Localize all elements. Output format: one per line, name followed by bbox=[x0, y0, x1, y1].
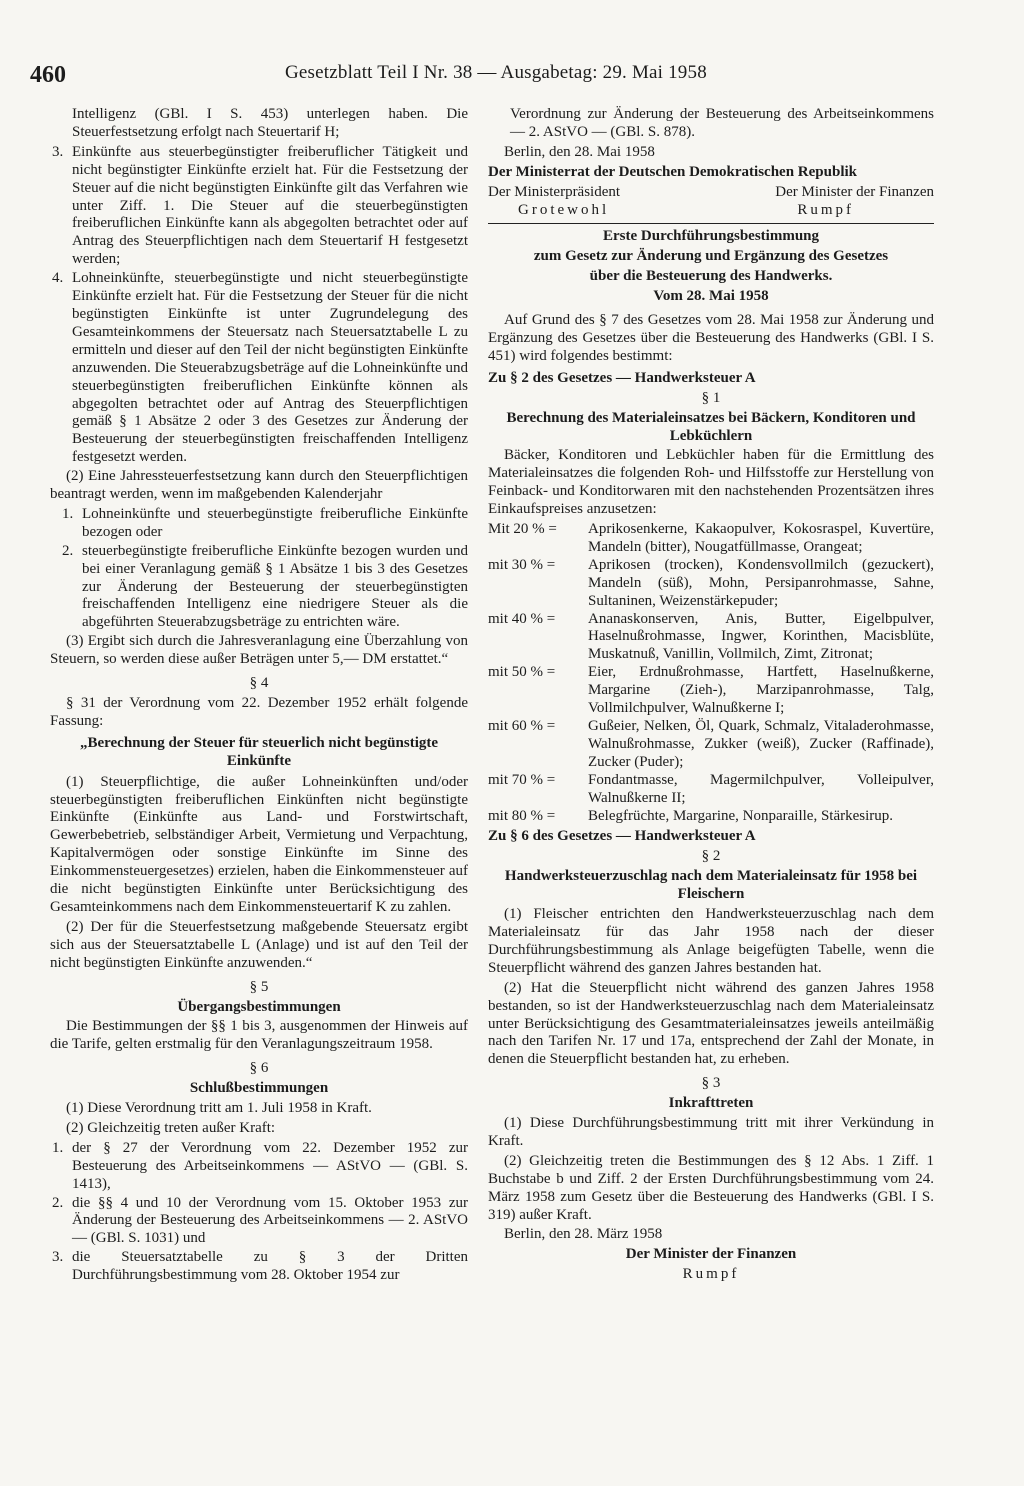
paragraph: Die Bestimmungen der §§ 1 bis 3, ausgenommen der Hinweis auf die Tarife, gelten erstmalig für den Veranlagungszeitraum 1958. bbox=[50, 1018, 468, 1053]
rate-row bbox=[488, 521, 934, 557]
item-text: Einkünfte aus steuerbegünstigter freiberuflicher Tätigkeit und nicht begünstigter Einkünfte erzielt hat. Für die Festsetzung der Steuer auf die nicht begünstigten Einkünfte gilt das Verfahren wie unter Ziff. 1. Die Steuer auf die steuerbegünstigten freiberuflichen Einkünfte kann als abgegolten betrachtet oder auf Antrag des Steuerpflichtigen nach dem Steuertarif H festgesetzt werden; bbox=[72, 143, 468, 268]
paragraph: (2) Eine Jahressteuerfestsetzung kann durch den Steuerpflichtigen beantragt werden, wenn im maßgebenden Kalenderjahr bbox=[50, 468, 468, 503]
rate-label: Mit 20 % = bbox=[488, 521, 557, 538]
subheading: Zu § 2 des Gesetzes — Handwerksteuer A bbox=[488, 369, 756, 386]
paragraph: (1) Diese Verordnung tritt am 1. Juli 1958 in Kraft. bbox=[66, 1100, 372, 1117]
section-heading: § 4 bbox=[249, 675, 269, 692]
rate-label: mit 70 % = bbox=[488, 771, 556, 788]
rate-items: Eier, Erdnußrohmasse, Hartfett, Haselnußkerne, Margarine (Zieh-), Marzipanrohmasse, Talg, Vollmilchpulver, Walnußkerne I; bbox=[588, 664, 934, 717]
paragraph: (2) Hat die Steuerpflicht nicht während des ganzen Jahres 1958 bestanden, so ist der Handwerksteuerzuschlag nach dem Materialeinsatz unter Berücksichtigung des Gesamtmaterialeinsatzes jeweils anteilmäßig nach den Tarifen Nr. 17 und 17a, entsprechend der Zahl der Monate, in denen die Steuerpflicht bestanden hat, zu erheben. bbox=[488, 979, 934, 1068]
issuer: Der Ministerrat der Deutschen Demokratischen Republik bbox=[488, 163, 857, 180]
document-title-line: zum Gesetz zur Änderung und Ergänzung des Gesetzes bbox=[533, 248, 889, 265]
paragraph: (2) Der für die Steuerfestsetzung maßgebende Steuersatz ergibt sich aus der Steuersatztabelle L (Anlage) und ist auf den Teil der nicht begünstigten Einkünfte anzuwenden.“ bbox=[50, 918, 468, 971]
item-number: 3. bbox=[52, 143, 64, 160]
section-title: „Berechnung der Steuer für steuerlich nicht begünstigte Einkünfte bbox=[79, 734, 439, 769]
signature-names bbox=[488, 202, 934, 220]
rate-items: Belegfrüchte, Margarine, Nonparaille, Stärkesirup. bbox=[588, 807, 894, 824]
list-item bbox=[50, 144, 468, 269]
rate-label: mit 30 % = bbox=[488, 556, 556, 573]
signature-name-right: Rumpf bbox=[797, 201, 854, 218]
section-title: Inkrafttreten bbox=[668, 1095, 754, 1112]
list-item bbox=[50, 543, 468, 633]
rate-label: mit 50 % = bbox=[488, 664, 556, 681]
item-text: Lohneinkünfte, steuerbegünstigte und nicht steuerbegünstigte Einkünfte erzielt hat. Für die Festsetzung der Steuer für die nicht begünstigten Einkünfte ist unter Zugrundelegung des Gesamteinkommens der Steuersatz nach Steuersatztabelle L zu ermitteln und dieser auf den Teil der nicht begünstigten Einkünfte anzuwenden. Die Steuerabzugsbeträge auf die Lohneinkünfte und steuerbegünstigten freiberuflichen Einkünfte können als abgegolten betrachtet oder auf Antrag des Steuerpflichtigen gemäß § 1 Absätze 2 oder 3 des Gesetzes zur Änderung der Besteuerung der steuerbegünstigten freischaffenden Intelligenz festgesetzt werden. bbox=[72, 270, 468, 466]
rate-items: Gußeier, Nelken, Öl, Quark, Schmalz, Vitaladerohmasse, Walnußrohmasse, Zukker (weiß), Zucker (Raffinade), Zucker (Puder); bbox=[588, 718, 934, 770]
rate-items: Aprikosenkerne, Kakaopulver, Kokosraspel, Kuvertüre, Mandeln (bitter), Nougatfüllmasse, Orangeat; bbox=[588, 521, 934, 555]
paragraph: (1) Diese Durchführungsbestimmung tritt mit ihrer Verkündung in Kraft. bbox=[488, 1115, 934, 1149]
list-item bbox=[50, 506, 468, 542]
rate-label: mit 80 % = bbox=[488, 807, 556, 824]
rate-items: Ananaskonserven, Anis, Butter, Eigelbpulver, Haselnußrohmasse, Ingwer, Korinthen, Macisblüte, Muskatnuß, Vanillin, Vollmilch, Zimt, Zitronat; bbox=[588, 610, 934, 663]
signatory-name: Rumpf bbox=[682, 1266, 740, 1283]
item-number: 4. bbox=[52, 270, 64, 287]
rate-row bbox=[488, 772, 934, 808]
item-text: Lohneinkünfte und steuerbegünstigte freiberufliche Einkünfte bezogen oder bbox=[82, 505, 468, 540]
item-text: die Steuersatztabelle zu § 3 der Dritten Durchführungsbestimmung vom 28. Oktober 1954 zur bbox=[72, 1249, 468, 1284]
paragraph: (2) Gleichzeitig treten die Bestimmungen des § 12 Abs. 1 Ziff. 1 Buchstabe b und Ziff. 2 der Ersten Durchführungsbestimmung vom 24. März 1958 zum Gesetz über die Besteuerung des Handwerks (GBl. I S. 319) außer Kraft. bbox=[488, 1152, 934, 1223]
paragraph: Auf Grund des § 7 des Gesetzes vom 28. Mai 1958 zur Änderung und Ergänzung des Gesetzes über die Besteuerung des Handwerks (GBl. I S. 451) wird folgendes bestimmt: bbox=[488, 312, 934, 364]
paragraph: § 31 der Verordnung vom 22. Dezember 1952 erhält folgende Fassung: bbox=[50, 695, 468, 729]
subheading: Zu § 6 des Gesetzes — Handwerksteuer A bbox=[488, 828, 756, 845]
page-header bbox=[30, 58, 944, 92]
section-heading: § 2 bbox=[701, 848, 721, 865]
rate-items: Aprikosen (trocken), Kondensvollmilch (gezuckert), Mandeln (süß), Mohn, Persipanrohmasse, Sahne, Sultaninen, Weizenstärkepuder; bbox=[588, 556, 934, 609]
paragraph: (2) Gleichzeitig treten außer Kraft: bbox=[66, 1119, 276, 1136]
rate-row bbox=[488, 718, 934, 772]
document-title-line: über die Besteuerung des Handwerks. bbox=[589, 268, 833, 285]
rate-label: mit 40 % = bbox=[488, 610, 556, 627]
section-title: Übergangsbestimmungen bbox=[177, 998, 341, 1015]
list-item bbox=[50, 1195, 468, 1249]
item-number: 2. bbox=[52, 1194, 64, 1211]
signature-title-right: Der Minister der Finanzen bbox=[775, 183, 934, 200]
running-head: Gesetzblatt Teil I Nr. 38 — Ausgabetag: 29. Mai 1958 bbox=[285, 62, 707, 83]
divider bbox=[488, 223, 934, 224]
signature-name-left: Grotewohl bbox=[518, 201, 610, 218]
section-title: Handwerksteuerzuschlag nach dem Materialeinsatz für 1958 bei Fleischern bbox=[504, 868, 918, 903]
item-text: der § 27 der Verordnung vom 22. Dezember 1952 zur Besteuerung des Arbeitseinkommens — AStVO — (GBl. S. 1413), bbox=[72, 1139, 468, 1192]
page-number: 460 bbox=[30, 62, 66, 88]
section-title: Berechnung des Materialeinsatzes bei Bäckern, Konditoren und Lebküchlern bbox=[506, 409, 916, 444]
list-item bbox=[50, 1140, 468, 1194]
paragraph: (1) Fleischer entrichten den Handwerksteuerzuschlag nach dem Materialeinsatz für das Jahr 1958 nach der dieser Durchführungsbestimmung als Anlage beigefügten Tabelle, wenn die Steuerpflicht während des ganzen Jahres bestanden hat. bbox=[488, 906, 934, 976]
document-title-line: Erste Durchführungsbestimmung bbox=[603, 228, 819, 245]
paragraph: Intelligenz (GBl. I S. 453) unterlegen haben. Die Steuerfestsetzung erfolgt nach Steuertarif H; bbox=[72, 106, 468, 140]
item-text: steuerbegünstigte freiberufliche Einkünfte bezogen wurden und bei einer Veranlagung gemäß § 1 Absätze 1 bis 3 des Gesetzes zur Änderung der Besteuerung der steuerbegünstigten freischaffenden Intelligenz eine niedrigere Steuer als die abgeführten Steuerabzugsbeträge zu entrichten wäre. bbox=[82, 542, 468, 631]
rate-row bbox=[488, 664, 934, 718]
date-line: Berlin, den 28. Mai 1958 bbox=[504, 143, 655, 160]
item-text: die §§ 4 und 10 der Verordnung vom 15. Oktober 1953 zur Änderung der Besteuerung des Arbeitseinkommens — 2. AStVO — (GBl. S. 1031) und bbox=[72, 1194, 468, 1247]
rate-label: mit 60 % = bbox=[488, 718, 556, 734]
rate-row bbox=[488, 557, 934, 611]
rate-row bbox=[488, 611, 934, 665]
item-number: 1. bbox=[62, 505, 74, 522]
list-item bbox=[50, 1249, 468, 1285]
paragraph: (3) Ergibt sich durch die Jahresveranlagung eine Überzahlung von Steuern, so werden diese außer Beträgen unter 5,— DM erstattet.“ bbox=[50, 633, 468, 668]
rate-items: Fondantmasse, Magermilchpulver, Volleipulver, Walnußkerne II; bbox=[588, 771, 934, 806]
rate-row bbox=[488, 808, 934, 826]
document-date: Vom 28. Mai 1958 bbox=[653, 288, 769, 305]
section-heading: § 6 bbox=[249, 1060, 269, 1077]
signature-titles bbox=[488, 184, 934, 202]
item-number: 3. bbox=[52, 1249, 64, 1266]
signatory-title: Der Minister der Finanzen bbox=[625, 1246, 797, 1263]
signature-title-left: Der Ministerpräsident bbox=[488, 183, 621, 200]
section-heading: § 1 bbox=[701, 389, 721, 406]
date-line: Berlin, den 28. März 1958 bbox=[504, 1226, 663, 1243]
paragraph: Verordnung zur Änderung der Besteuerung des Arbeitseinkommens — 2. AStVO — (GBl. S. 878). bbox=[510, 106, 934, 140]
section-heading: § 5 bbox=[249, 978, 269, 995]
section-heading: § 3 bbox=[701, 1075, 721, 1092]
section-title: Schlußbestimmungen bbox=[189, 1080, 329, 1097]
item-number: 2. bbox=[62, 542, 74, 559]
left-column bbox=[50, 106, 468, 1286]
item-number: 1. bbox=[52, 1139, 64, 1156]
rates-list bbox=[488, 521, 934, 825]
right-column bbox=[488, 106, 934, 1286]
paragraph: Bäcker, Konditoren und Lebküchler haben für die Ermittlung des Materialeinsatzes die folgenden Roh- und Hilfsstoffe zur Herstellung von Feinback- und Konditorwaren mit den nachstehenden Prozentsätzen ihres Einkaufspreises anzusetzen: bbox=[488, 447, 934, 518]
list-item bbox=[50, 270, 468, 467]
paragraph: (1) Steuerpflichtige, die außer Lohneinkünften und/oder steuerbegünstigten freiberuflichen Einkünften nicht begünstigte Einkünfte (Einkünfte aus Land- und Forstwirtschaft, Gewerbebetrieb, selbständiger Arbeit, Vermietung und Verpachtung, Kapitalvermögen oder sonstige Einkünfte im Sinne des Einkommensteuergesetzes) erzielen, haben die Einkommensteuer auf die nicht begünstigten Einkünfte unter Berücksichtigung des Gesamteinkommens nach dem Einkommensteuertarif K zu zahlen. bbox=[50, 773, 468, 915]
